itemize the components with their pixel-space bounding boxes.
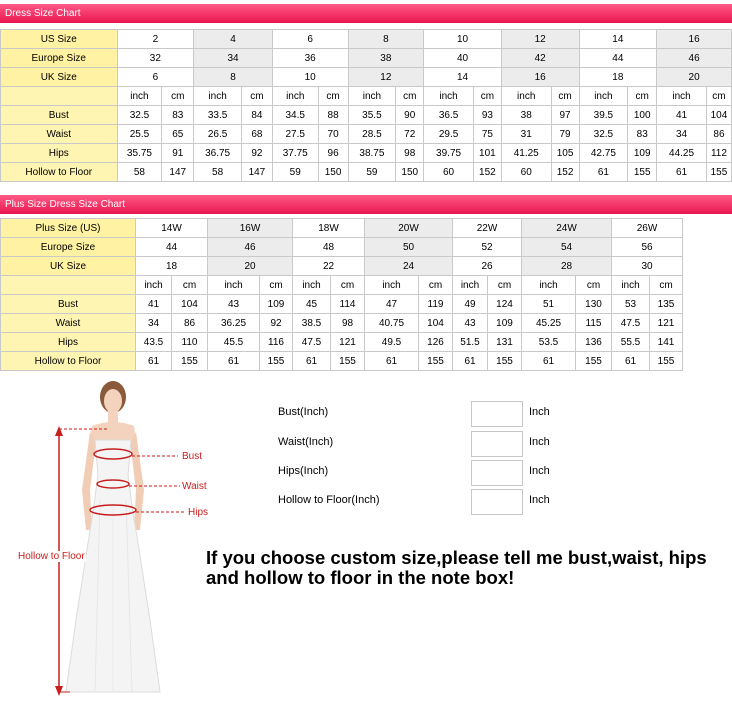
measure-cell: 152 <box>551 163 579 182</box>
size-cell: 32 <box>117 49 194 68</box>
plus-measure-row-hips <box>1 333 683 352</box>
waist-field-label: Waist(Inch) <box>278 436 334 448</box>
measure-cell: 34 <box>136 314 172 333</box>
measure-cell: 51.5 <box>453 333 488 352</box>
unit-cell: cm <box>473 87 501 106</box>
unit-cell: inch <box>579 87 628 106</box>
measure-cell: 70 <box>318 125 348 144</box>
unit-cell: inch <box>522 276 576 295</box>
unit-cell: inch <box>365 276 419 295</box>
size-cell: 56 <box>612 238 683 257</box>
plus-size-row-uk-size <box>1 257 683 276</box>
bust-label: Bust <box>182 451 203 462</box>
measure-cell: 29.5 <box>424 125 474 144</box>
bust-field-label: Bust(Inch) <box>278 406 329 418</box>
unit-cell: cm <box>241 87 272 106</box>
measure-cell: 75 <box>473 125 501 144</box>
hips-label: Hips <box>188 507 209 518</box>
unit-cell: inch <box>208 276 260 295</box>
measure-cell: 121 <box>650 314 683 333</box>
measure-cell: 39.75 <box>424 144 474 163</box>
measure-cell: 91 <box>162 144 194 163</box>
blank-label-cell <box>1 87 118 106</box>
size-cell: 2 <box>117 30 194 49</box>
size-cell: 48 <box>293 238 365 257</box>
measure-cell: 47 <box>365 295 419 314</box>
unit-cell: cm <box>162 87 194 106</box>
standard-measure-row-hollow-to-floor <box>1 163 732 182</box>
unit-cell: inch <box>348 87 396 106</box>
size-cell: 18 <box>579 68 657 87</box>
measure-cell: 61 <box>365 352 419 371</box>
measure-cell: 86 <box>706 125 731 144</box>
measure-cell: 40.75 <box>365 314 419 333</box>
row-label: Europe Size <box>1 49 118 68</box>
unit-cell: cm <box>706 87 731 106</box>
measure-cell: 43 <box>453 314 488 333</box>
size-cell: 20W <box>365 219 453 238</box>
unit-cell: cm <box>419 276 453 295</box>
measure-cell: 147 <box>241 163 272 182</box>
size-cell: 16 <box>501 68 579 87</box>
measure-cell: 53.5 <box>522 333 576 352</box>
hollow-field-label: Hollow to Floor(Inch) <box>278 494 380 506</box>
hollow-unit: Inch <box>529 494 550 506</box>
row-label: Waist <box>1 125 118 144</box>
measure-cell: 155 <box>488 352 522 371</box>
unit-cell: inch <box>501 87 551 106</box>
size-cell: 38 <box>348 49 424 68</box>
measure-cell: 104 <box>419 314 453 333</box>
size-cell: 8 <box>194 68 273 87</box>
measure-cell: 79 <box>551 125 579 144</box>
plus-measure-row-bust <box>1 295 683 314</box>
measure-cell: 150 <box>318 163 348 182</box>
measure-cell: 42.75 <box>579 144 628 163</box>
measure-cell: 93 <box>473 106 501 125</box>
measure-cell: 155 <box>576 352 612 371</box>
size-cell: 12 <box>348 68 424 87</box>
measure-cell: 100 <box>628 106 657 125</box>
hips-field-label: Hips(Inch) <box>278 465 329 477</box>
measure-cell: 53 <box>612 295 650 314</box>
size-cell: 46 <box>657 49 732 68</box>
measure-cell: 47.5 <box>293 333 331 352</box>
unit-cell: cm <box>331 276 365 295</box>
row-label: Hollow to Floor <box>1 352 136 371</box>
unit-cell: cm <box>628 87 657 106</box>
measure-cell: 61 <box>136 352 172 371</box>
measure-cell: 59 <box>348 163 396 182</box>
unit-cell: inch <box>612 276 650 295</box>
hips-unit: Inch <box>529 465 550 477</box>
measure-cell: 51 <box>522 295 576 314</box>
size-cell: 4 <box>194 30 273 49</box>
measure-cell: 109 <box>628 144 657 163</box>
measure-cell: 34 <box>657 125 707 144</box>
measure-cell: 41 <box>657 106 707 125</box>
unit-cell: inch <box>117 87 162 106</box>
size-cell: 34 <box>194 49 273 68</box>
row-label: Hips <box>1 144 118 163</box>
measure-cell: 32.5 <box>579 125 628 144</box>
size-cell: 14 <box>579 30 657 49</box>
size-cell: 16W <box>208 219 293 238</box>
measurement-figure <box>0 380 210 699</box>
size-cell: 50 <box>365 238 453 257</box>
standard-size-row-us-size <box>1 30 732 49</box>
plus-measure-row-waist <box>1 314 683 333</box>
measure-cell: 101 <box>473 144 501 163</box>
blank-label-cell <box>1 276 136 295</box>
plus-size-table <box>0 218 683 371</box>
unit-cell: cm <box>650 276 683 295</box>
size-cell: 10 <box>272 68 348 87</box>
measure-cell: 136 <box>576 333 612 352</box>
measure-cell: 68 <box>241 125 272 144</box>
size-cell: 22 <box>293 257 365 276</box>
measure-cell: 135 <box>650 295 683 314</box>
measure-cell: 112 <box>706 144 731 163</box>
measure-cell: 96 <box>318 144 348 163</box>
standard-chart-title: Dress Size Chart <box>0 4 732 23</box>
custom-size-note: If you choose custom size,please tell me bust,waist, hips and hollow to floor in the note box! <box>206 547 707 588</box>
measure-cell: 130 <box>576 295 612 314</box>
waist-input[interactable] <box>471 431 523 457</box>
measure-cell: 105 <box>551 144 579 163</box>
measure-cell: 124 <box>488 295 522 314</box>
plus-measure-row-hollow-to-floor <box>1 352 683 371</box>
measure-cell: 84 <box>241 106 272 125</box>
hollow-input[interactable] <box>471 489 523 515</box>
standard-size-row-europe-size <box>1 49 732 68</box>
measure-cell: 152 <box>473 163 501 182</box>
measure-cell: 65 <box>162 125 194 144</box>
size-cell: 22W <box>453 219 522 238</box>
measure-cell: 36.75 <box>194 144 242 163</box>
size-cell: 26W <box>612 219 683 238</box>
measure-cell: 98 <box>396 144 424 163</box>
measure-cell: 104 <box>172 295 208 314</box>
measure-cell: 61 <box>522 352 576 371</box>
size-cell: 14 <box>424 68 502 87</box>
size-cell: 6 <box>117 68 194 87</box>
row-label: Waist <box>1 314 136 333</box>
measure-cell: 88 <box>318 106 348 125</box>
row-label: US Size <box>1 30 118 49</box>
measure-cell: 92 <box>260 314 293 333</box>
measure-cell: 61 <box>579 163 628 182</box>
measure-cell: 98 <box>331 314 365 333</box>
measure-cell: 33.5 <box>194 106 242 125</box>
measure-cell: 38 <box>501 106 551 125</box>
measure-cell: 150 <box>396 163 424 182</box>
measure-cell: 155 <box>628 163 657 182</box>
measure-cell: 59 <box>272 163 318 182</box>
measure-cell: 32.5 <box>117 106 162 125</box>
measure-cell: 36.25 <box>208 314 260 333</box>
measure-cell: 61 <box>657 163 707 182</box>
size-cell: 42 <box>501 49 579 68</box>
measure-cell: 155 <box>260 352 293 371</box>
measure-cell: 60 <box>424 163 474 182</box>
row-label: Hollow to Floor <box>1 163 118 182</box>
measure-cell: 121 <box>331 333 365 352</box>
size-cell: 44 <box>579 49 657 68</box>
bust-input[interactable] <box>471 401 523 427</box>
measure-cell: 155 <box>706 163 731 182</box>
standard-size-row-uk-size <box>1 68 732 87</box>
unit-cell: inch <box>194 87 242 106</box>
size-cell: 18W <box>293 219 365 238</box>
measure-cell: 34.5 <box>272 106 318 125</box>
measure-cell: 26.5 <box>194 125 242 144</box>
measure-cell: 37.75 <box>272 144 318 163</box>
measure-cell: 119 <box>419 295 453 314</box>
bust-unit: Inch <box>529 406 550 418</box>
measure-cell: 155 <box>172 352 208 371</box>
size-cell: 26 <box>453 257 522 276</box>
measure-cell: 155 <box>419 352 453 371</box>
measure-cell: 83 <box>628 125 657 144</box>
measure-cell: 27.5 <box>272 125 318 144</box>
plus-size-row-europe-size <box>1 238 683 257</box>
measure-cell: 35.5 <box>348 106 396 125</box>
measure-cell: 109 <box>488 314 522 333</box>
row-label: Bust <box>1 106 118 125</box>
measure-cell: 90 <box>396 106 424 125</box>
measure-cell: 72 <box>396 125 424 144</box>
hollow-to-floor-label: Hollow to Floor <box>18 551 85 562</box>
unit-cell: cm <box>551 87 579 106</box>
size-cell: 46 <box>208 238 293 257</box>
unit-cell: inch <box>424 87 474 106</box>
measure-cell: 45.5 <box>208 333 260 352</box>
measure-cell: 83 <box>162 106 194 125</box>
row-label: Plus Size (US) <box>1 219 136 238</box>
measure-cell: 35.75 <box>117 144 162 163</box>
size-cell: 8 <box>348 30 424 49</box>
measure-cell: 104 <box>706 106 731 125</box>
measure-cell: 126 <box>419 333 453 352</box>
measure-cell: 44.25 <box>657 144 707 163</box>
dress-model-illustration <box>0 380 210 699</box>
size-cell: 24 <box>365 257 453 276</box>
standard-measure-row-waist <box>1 125 732 144</box>
unit-cell: cm <box>488 276 522 295</box>
hips-input[interactable] <box>471 460 523 486</box>
measure-cell: 155 <box>650 352 683 371</box>
waist-label: Waist <box>182 481 207 492</box>
size-cell: 30 <box>612 257 683 276</box>
measure-cell: 45 <box>293 295 331 314</box>
size-cell: 40 <box>424 49 502 68</box>
measure-cell: 92 <box>241 144 272 163</box>
standard-unit-row <box>1 87 732 106</box>
measure-cell: 38.75 <box>348 144 396 163</box>
size-cell: 14W <box>136 219 208 238</box>
measure-cell: 28.5 <box>348 125 396 144</box>
measure-cell: 43 <box>208 295 260 314</box>
unit-cell: inch <box>136 276 172 295</box>
size-cell: 12 <box>501 30 579 49</box>
measure-cell: 109 <box>260 295 293 314</box>
measure-cell: 41 <box>136 295 172 314</box>
plus-chart-title: Plus Size Dress Size Chart <box>0 195 732 214</box>
measure-cell: 131 <box>488 333 522 352</box>
measure-cell: 41.25 <box>501 144 551 163</box>
measure-cell: 49.5 <box>365 333 419 352</box>
measure-cell: 38.5 <box>293 314 331 333</box>
unit-cell: inch <box>293 276 331 295</box>
size-cell: 36 <box>272 49 348 68</box>
measure-cell: 39.5 <box>579 106 628 125</box>
unit-cell: cm <box>576 276 612 295</box>
measure-cell: 61 <box>208 352 260 371</box>
unit-cell: cm <box>172 276 208 295</box>
measure-cell: 25.5 <box>117 125 162 144</box>
row-label: UK Size <box>1 257 136 276</box>
measure-cell: 116 <box>260 333 293 352</box>
row-label: Hips <box>1 333 136 352</box>
unit-cell: cm <box>260 276 293 295</box>
size-cell: 18 <box>136 257 208 276</box>
row-label: UK Size <box>1 68 118 87</box>
row-label: Bust <box>1 295 136 314</box>
measure-cell: 147 <box>162 163 194 182</box>
size-cell: 52 <box>453 238 522 257</box>
standard-size-table <box>0 29 732 182</box>
unit-cell: inch <box>272 87 318 106</box>
size-cell: 44 <box>136 238 208 257</box>
size-cell: 16 <box>657 30 732 49</box>
size-cell: 28 <box>522 257 612 276</box>
standard-measure-row-hips <box>1 144 732 163</box>
measure-cell: 86 <box>172 314 208 333</box>
size-cell: 54 <box>522 238 612 257</box>
unit-cell: inch <box>657 87 707 106</box>
plus-size-row-plus-size-us <box>1 219 683 238</box>
waist-unit: Inch <box>529 436 550 448</box>
measure-cell: 55.5 <box>612 333 650 352</box>
unit-cell: cm <box>318 87 348 106</box>
size-cell: 20 <box>208 257 293 276</box>
measure-cell: 31 <box>501 125 551 144</box>
measure-cell: 60 <box>501 163 551 182</box>
row-label: Europe Size <box>1 238 136 257</box>
measure-cell: 45.25 <box>522 314 576 333</box>
measure-cell: 49 <box>453 295 488 314</box>
size-cell: 24W <box>522 219 612 238</box>
unit-cell: inch <box>453 276 488 295</box>
measure-cell: 36.5 <box>424 106 474 125</box>
plus-unit-row <box>1 276 683 295</box>
measure-cell: 155 <box>331 352 365 371</box>
measure-cell: 61 <box>453 352 488 371</box>
measure-cell: 141 <box>650 333 683 352</box>
measure-cell: 47.5 <box>612 314 650 333</box>
measure-cell: 58 <box>194 163 242 182</box>
standard-measure-row-bust <box>1 106 732 125</box>
measure-cell: 115 <box>576 314 612 333</box>
size-cell: 10 <box>424 30 502 49</box>
measure-cell: 43.5 <box>136 333 172 352</box>
size-cell: 20 <box>657 68 732 87</box>
unit-cell: cm <box>396 87 424 106</box>
measure-cell: 61 <box>612 352 650 371</box>
measure-cell: 58 <box>117 163 162 182</box>
measure-cell: 61 <box>293 352 331 371</box>
size-cell: 6 <box>272 30 348 49</box>
measure-cell: 110 <box>172 333 208 352</box>
measure-cell: 114 <box>331 295 365 314</box>
measure-cell: 97 <box>551 106 579 125</box>
